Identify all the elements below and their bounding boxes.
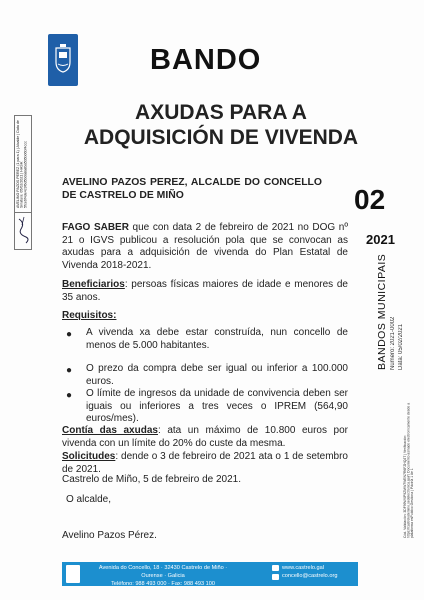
bandos-numero: Número: 2021-0002: [390, 316, 396, 370]
beneficiarios-label: Beneficiarios: [62, 279, 125, 290]
bandos-municipais-label: BANDOS MUNICIPAIS: [376, 253, 388, 370]
bandos-data: Data: 05/02/2021: [398, 323, 404, 370]
footer-address: [88, 564, 238, 588]
contia-paragraph: [62, 425, 348, 450]
beneficiarios-text: : persoas físicas maiores de idade e menores de 35 anos.: [62, 279, 348, 303]
handwritten-signature: [14, 212, 32, 250]
footer-contact: [282, 564, 356, 580]
document-title: [62, 100, 380, 150]
bando-heading: BANDO: [150, 44, 262, 76]
place-date: Castrelo de Miño, 5 de febreiro de 2021.: [62, 474, 241, 485]
requisito-item: O límite de ingresos da unidade de convivencia deben ser iguais ou inferiores a tres veces o IPREM (564,90 euros/mes).: [86, 388, 348, 425]
solicitudes-label: Solicitudes: [62, 451, 116, 462]
bullet-icon: ●: [66, 365, 73, 376]
requisito-item: A vivenda xa debe estar construída, nun concello de menos de 5.000 habitantes.: [86, 327, 348, 351]
title-line-2: ADQUISICIÓN DE VIVENDA: [83, 126, 359, 149]
intro-text: que con data 2 de febreiro de 2021 no DOG nº 21 o IGVS publicou a resolución pola que se convocan as axudas para a adquisición de vivenda do Plan Estatal de Vivenda 2018-2021.: [62, 222, 348, 271]
fago-saber-label: FAGO SABER: [62, 222, 129, 233]
mail-icon: [272, 574, 279, 580]
solicitudes-paragraph: [62, 451, 348, 476]
contia-label: Contía das axudas: [62, 425, 158, 436]
globe-icon: [272, 565, 279, 571]
footer-address-line-1: Avenida do Concello, 18 · 32430 Castrelo de Miño · Ourense · Galicia: [98, 565, 228, 579]
verification-text: Cód. Validación: 3DF99WXP9ZMW7WEN7R6FZHQJT | Verificación: https://castrelodemino.sedelectronica.gal/ | Documento asinado electronicamente desde a plataforma esPublico Gestiona | Páxina 1 de 1: [403, 402, 415, 538]
requisitos-heading: [62, 310, 348, 323]
title-line-1: AXUDAS PARA A: [135, 101, 307, 124]
signer-name: Avelino Pazos Pérez.: [62, 530, 157, 541]
signer-role: O alcalde,: [66, 494, 112, 505]
signature-stamp-text: AVELINO PAZOS PEREZ (1 para 1) | Alcalde | Data de Sinatura: 05/02/2021 | HASH: 5fce6f4de4c9f6d5b0a8a8ba5b5b06bf4ccc: [16, 120, 28, 208]
mayor-subtitle: AVELINO PAZOS PEREZ, ALCALDE DO CONCELLO DE CASTRELO DE MIÑO: [62, 177, 322, 201]
bando-year: 2021: [366, 232, 395, 247]
footer-email-link[interactable]: concello@castrelo.org: [282, 573, 338, 579]
bullet-icon: ●: [66, 390, 73, 401]
footer-website-link[interactable]: www.castrelo.gal: [282, 565, 324, 571]
bullet-icon: ●: [66, 329, 73, 340]
footer-logo-icon: [66, 565, 80, 583]
requisito-item: O prezo da compra debe ser igual ou inferior a 100.000 euros.: [86, 363, 348, 387]
beneficiarios-paragraph: [62, 279, 348, 304]
contia-text: : ata un máximo de 10.800 euros por vivenda con un límite do 20% do custe da mesma.: [62, 425, 349, 449]
intro-paragraph: [62, 222, 348, 272]
requisitos-label: Requisitos:: [62, 310, 117, 321]
bando-number: 02: [354, 184, 386, 215]
solicitudes-text: : dende o 3 de febreiro de 2021 ata o 1 de setembro de 2021.: [62, 451, 348, 475]
footer-address-line-2: Teléfono: 988 493 000 · Fax: 988 493 100: [111, 581, 215, 587]
coat-of-arms-logo: [48, 34, 78, 86]
